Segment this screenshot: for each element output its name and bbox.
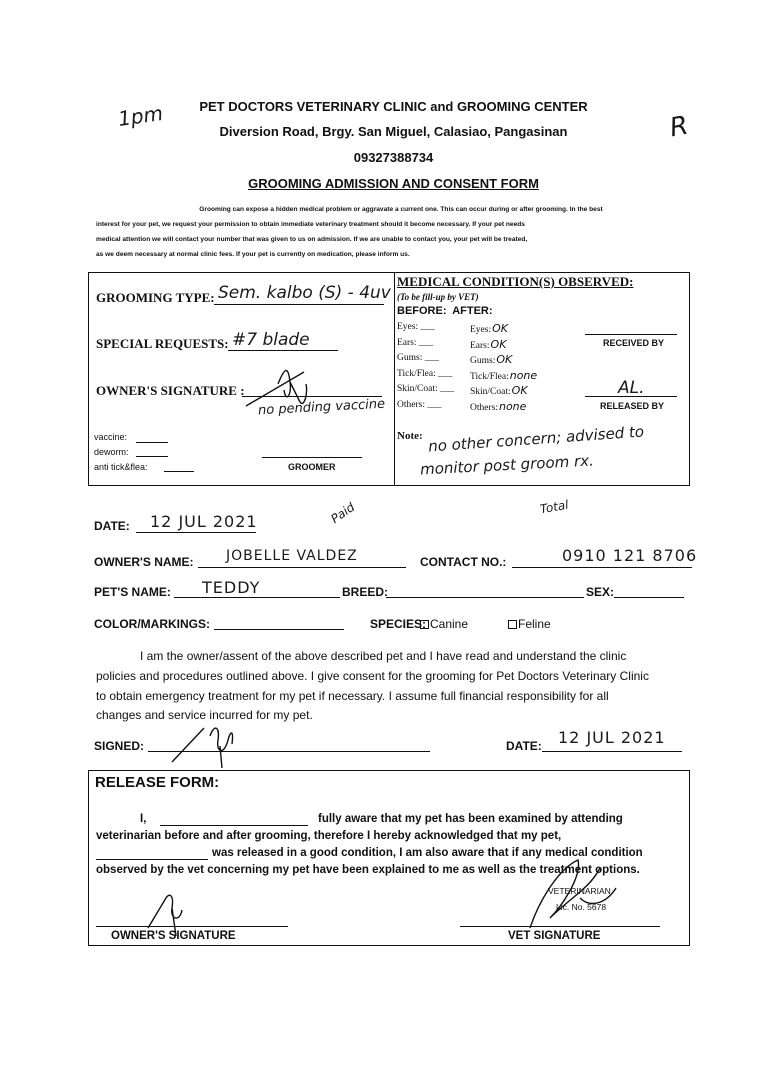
after-item: Eyes:OK [470, 322, 508, 335]
owner-name-value: JOBELLE VALDEZ [226, 548, 358, 564]
date-value: 12 JUL 2021 [150, 512, 258, 531]
vet-signature-label: VET SIGNATURE [508, 930, 601, 942]
medical-subtitle: (To be fill-up by VET) [397, 292, 479, 302]
after-item: Tick/Flea:none [470, 368, 538, 382]
deworm-label: deworm: [94, 447, 129, 457]
after-item: Others:none [470, 399, 527, 413]
before-item: Others: ___ [397, 399, 442, 410]
release-line-2: veterinarian before and after grooming, therefore I hereby acknowledged that my pet, [96, 830, 562, 842]
special-requests-label: SPECIAL REQUESTS: [96, 336, 229, 351]
release-title: RELEASE FORM: [95, 774, 220, 791]
canine-checkbox[interactable] [420, 620, 429, 629]
owner-signature-2 [168, 722, 258, 770]
released-initials: AL. [618, 378, 645, 398]
species-label: SPECIES: [370, 617, 427, 631]
paid-note: Paid [328, 499, 358, 527]
consent-date-value: 12 JUL 2021 [558, 728, 666, 747]
before-after-heading: BEFORE: AFTER: [397, 305, 493, 317]
total-note: Total [539, 497, 570, 517]
vaccine-label: vaccine: [94, 432, 128, 442]
groomer-label: GROOMER [288, 462, 336, 472]
after-mark: none [509, 368, 538, 382]
notice-line-1: Grooming can expose a hidden medical problem or aggravate a current one. This can occur during or after grooming. In the best [199, 206, 603, 213]
corner-mark: R [667, 110, 691, 144]
note-label: Note: [397, 430, 423, 442]
received-by-label: RECEIVED BY [603, 338, 665, 348]
notice-line-2: interest for your pet, we request your permission to obtain immediate veterinary treatment should it become necessary. If your pet needs [96, 221, 525, 228]
before-item: Eyes: ___ [397, 322, 435, 332]
after-mark: OK [511, 384, 528, 397]
note-line-2: monitor post groom rx. [419, 451, 595, 479]
notice-line-3: medical attention we will contact your number that was given to us on admission. If we are unable to contact you, your pet will be treated, [96, 236, 528, 243]
before-item: Tick/Flea: ___ [397, 368, 453, 379]
box-divider [394, 272, 395, 485]
before-item: Skin/Coat: ___ [397, 384, 455, 394]
vet-stamp-license: Lic. No. 5678 [556, 902, 607, 912]
pet-name-label: PET'S NAME: [94, 585, 171, 599]
consent-date-label: DATE: [506, 739, 542, 753]
contact-value: 0910 121 8706 [562, 546, 698, 565]
special-requests-value: #7 blade [232, 330, 310, 350]
released-by-label: RELEASED BY [600, 401, 665, 411]
tick-flea-label: anti tick&flea: [94, 462, 148, 472]
color-markings-label: COLOR/MARKINGS: [94, 617, 210, 631]
after-mark: OK [496, 353, 513, 366]
clinic-phone: 09327388734 [353, 150, 434, 165]
sex-label: SEX: [586, 585, 615, 599]
consent-line-1: I am the owner/assent of the above described pet and I have read and understand the clinic [140, 649, 627, 663]
note-line-1: no other concern; advised to [427, 422, 645, 456]
feline-checkbox[interactable] [508, 620, 517, 629]
pet-name-value: TEDDY [202, 578, 261, 597]
release-i: I, [140, 813, 147, 825]
consent-line-3: to obtain emergency treatment for my pet if necessary. I assume full financial responsibility for all [96, 689, 609, 703]
vaccine-note: no pending vaccine [257, 396, 386, 419]
after-list [470, 322, 537, 415]
consent-line-4: changes and service incurred for my pet. [96, 708, 313, 722]
notice-line-4: as we deem necessary at normal clinic fees. If your pet is currently on medication, please inform us. [96, 251, 410, 258]
medical-title: MEDICAL CONDITION(S) OBSERVED: [397, 274, 634, 289]
before-list [397, 322, 454, 415]
release-line-3b: was released in a good condition, I am also aware that if any medical condition [212, 847, 643, 859]
after-item: Ears:OK [470, 337, 507, 351]
after-mark: OK [492, 322, 508, 335]
clinic-name: PET DOCTORS VETERINARY CLINIC and GROOMING CENTER [199, 99, 588, 114]
form-title: GROOMING ADMISSION AND CONSENT FORM [248, 176, 539, 191]
signed-label: SIGNED: [94, 739, 145, 753]
after-mark: OK [490, 337, 507, 351]
before-item: Ears: ___ [397, 337, 434, 348]
vet-stamp-title: VETERINARIAN [548, 886, 611, 896]
date-label: DATE: [94, 519, 130, 533]
after-item: Skin/Coat:OK [470, 384, 528, 397]
owner-name-label: OWNER'S NAME: [94, 555, 194, 569]
owner-signature-label: OWNER'S SIGNATURE : [96, 383, 245, 398]
feline-label: Feline [518, 617, 551, 631]
release-line-1b: fully aware that my pet has been examined by attending [318, 813, 623, 825]
consent-line-2: policies and procedures outlined above. I give consent for the grooming for Pet Doctors Veterinary Clinic [96, 669, 649, 683]
time-note: 1pm [116, 100, 165, 132]
clinic-address: Diversion Road, Brgy. San Miguel, Calasiao, Pangasinan [219, 124, 568, 139]
grooming-type-label: GROOMING TYPE: [96, 290, 215, 305]
after-mark: none [498, 399, 527, 413]
owner-signature-label-release: OWNER'S SIGNATURE [111, 930, 236, 942]
contact-label: CONTACT NO.: [420, 555, 507, 569]
grooming-type-value: Sem. kalbo (S) - 4uv [218, 283, 391, 303]
canine-label: Canine [430, 617, 469, 631]
after-item: Gums:OK [470, 353, 513, 366]
before-item: Gums: ___ [397, 353, 439, 363]
breed-label: BREED: [342, 585, 389, 599]
release-line-4: observed by the vet concerning my pet have been explained to me as well as the treatment options. [96, 864, 640, 876]
